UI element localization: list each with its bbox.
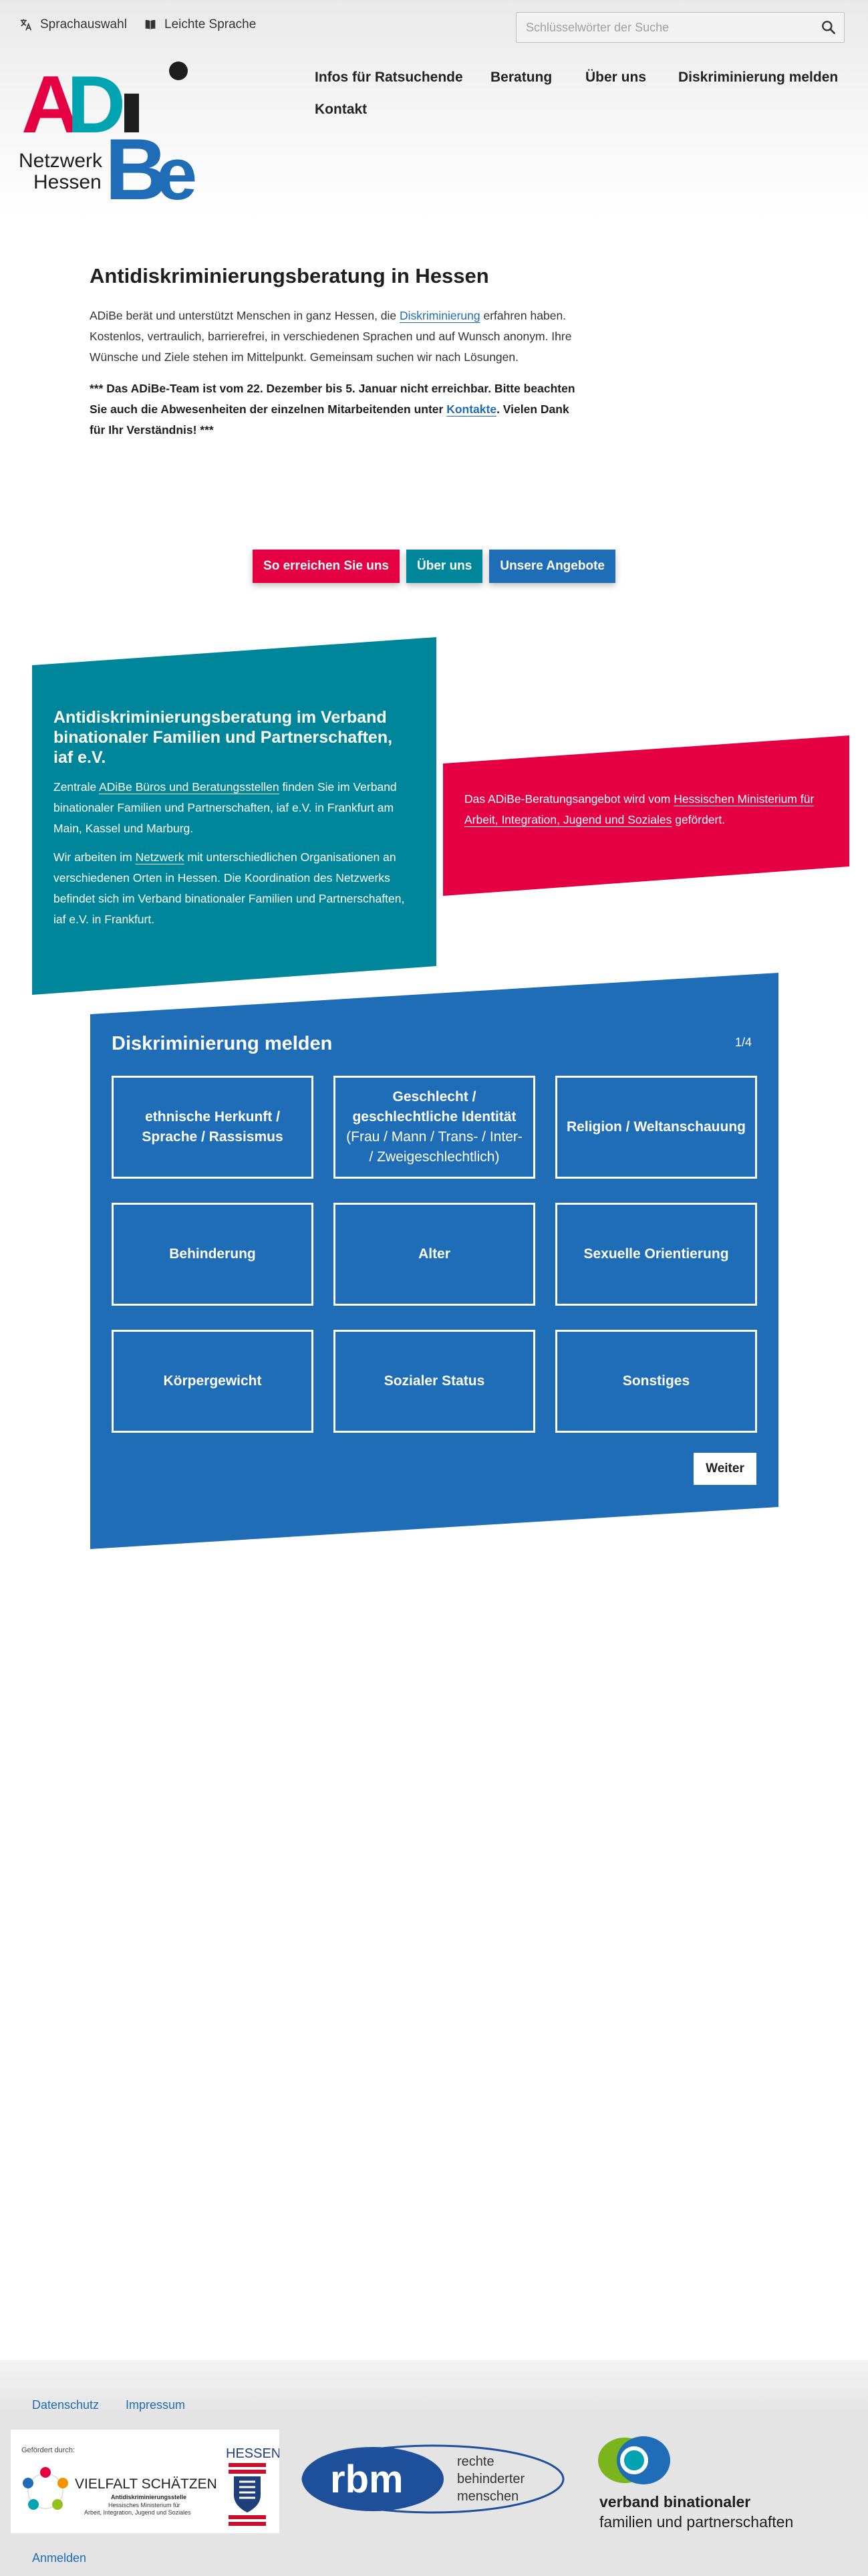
logo-letters-be: B	[105, 120, 162, 214]
reach-us-button[interactable]: So erreichen Sie uns	[253, 550, 400, 583]
quick-links	[0, 550, 868, 583]
category-grid	[112, 1076, 757, 1433]
category-ethnic-origin[interactable]	[112, 1076, 313, 1179]
teal-text-2: Wir arbeiten im	[53, 850, 136, 864]
category-social-status[interactable]	[333, 1330, 535, 1433]
language-selector[interactable]	[19, 17, 127, 32]
rbm-mark: rbm	[330, 2458, 404, 2501]
rbm-logo-graphic	[299, 2443, 573, 2516]
offers-button[interactable]: Unsere Angebote	[489, 550, 615, 583]
logo-subtitle-1: Netzwerk	[19, 150, 103, 172]
category-age[interactable]	[333, 1203, 535, 1306]
logo-letter-d: D	[67, 60, 122, 150]
notice-text-cont: . Vielen Dank für Ihr Verständnis! ***	[90, 402, 569, 437]
easy-language-label: Leichte Sprache	[164, 17, 257, 31]
about-us-button[interactable]: Über uns	[406, 550, 482, 583]
category-label: Sexuelle Orientierung	[583, 1246, 729, 1262]
diskriminierung-link[interactable]: Diskriminierung	[400, 309, 480, 322]
logo-dot	[169, 62, 188, 80]
category-label: Geschlecht / geschlechtliche Identität	[352, 1089, 517, 1125]
teal-text: Zentrale	[53, 780, 100, 794]
nav-item-ueber-uns[interactable]: Über uns	[585, 70, 647, 85]
vielfalt-schaetzen-logo[interactable]	[11, 2430, 279, 2533]
vbf-logo-graphic	[598, 2434, 852, 2531]
nav-item-beratung[interactable]: Beratung	[490, 70, 553, 85]
teal-panel-title: Antidiskriminierungsberatung im Verband binationaler Familien und Partnerschaften, iaf e.V.	[53, 708, 393, 767]
teal-text-2-cont: mit unterschiedlichen Organisationen an verschiedenen Orten in Hessen. Die Koordination des Netzwerks befindet sich im Verband binationaler Familien und Partnerschaften, iaf e.V. in Frankfurt.	[53, 850, 405, 926]
vbf-line-1: verband binationaler	[599, 2493, 751, 2510]
search-input[interactable]	[517, 13, 804, 42]
category-label: Sozialer Status	[384, 1373, 485, 1389]
hessen-label: HESSEN	[226, 2446, 279, 2461]
category-disability[interactable]	[112, 1203, 313, 1306]
vs-funded-label: Gefördert durch:	[21, 2446, 76, 2454]
login-link[interactable]: Anmelden	[32, 2551, 87, 2565]
kontakte-link[interactable]: Kontakte	[446, 402, 497, 416]
vs-ministry-1: Hessisches Ministerium für	[108, 2502, 180, 2508]
language-label: Sprachauswahl	[40, 17, 127, 31]
rbm-line-3: menschen	[457, 2489, 519, 2504]
book-icon	[143, 17, 158, 32]
category-label: Körpergewicht	[163, 1373, 262, 1389]
funding-text-cont: gefördert.	[672, 813, 726, 826]
teal-panel-paragraph-2	[53, 847, 414, 930]
intro-paragraph	[90, 306, 577, 368]
category-label: Religion / Weltanschauung	[567, 1119, 746, 1135]
category-religion[interactable]	[555, 1076, 757, 1179]
rbm-line-1: rechte	[457, 2454, 494, 2469]
vs-ministry-2: Arbeit, Integration, Jugend und Soziales	[84, 2509, 191, 2516]
ministry-link[interactable]: Hessischen Ministerium für Arbeit, Integration, Jugend und Soziales	[464, 792, 815, 826]
intro-text-cont: erfahren haben. Kostenlos, vertraulich, barrierefrei, in verschiedenen Sprachen und auf Wunsch anonym. Ihre Wünsche und Ziele stehen im Mittelpunkt. Gemeinsam suchen wir nach Lösungen.	[90, 309, 572, 364]
category-gender[interactable]	[333, 1076, 535, 1179]
logo-letter-e: e	[156, 133, 198, 214]
rbm-logo[interactable]	[299, 2443, 573, 2516]
adibe-logo[interactable]	[15, 60, 215, 214]
teal-panel-paragraph-1	[53, 777, 414, 839]
next-button[interactable]: Weiter	[694, 1453, 756, 1485]
funding-panel	[464, 789, 839, 830]
offices-link[interactable]: ADiBe Büros und Beratungsstellen	[99, 780, 279, 794]
holiday-notice	[90, 378, 577, 441]
category-label: Behinderung	[169, 1246, 256, 1262]
easy-language-link[interactable]	[143, 17, 256, 32]
search-field	[516, 12, 845, 43]
nav-item-kontakt[interactable]: Kontakt	[315, 102, 368, 117]
teal-text-cont: finden Sie im Verband binationaler Familien und Partnerschaften, iaf e.V. in Frankfurt am Main, Kassel und Marburg.	[53, 780, 397, 835]
report-title: Diskriminierung melden	[112, 1033, 333, 1054]
imprint-link[interactable]: Impressum	[126, 2398, 186, 2412]
category-label: ethnische Herkunft / Sprache / Rassismus	[142, 1109, 283, 1145]
teal-panel	[53, 707, 414, 938]
netzwerk-link[interactable]: Netzwerk	[135, 850, 184, 864]
report-step-indicator: 1/4	[735, 1036, 752, 1049]
category-sublabel: (Frau / Mann / Trans- / Inter- / Zweigeschlechtlich)	[346, 1129, 523, 1165]
category-sexual-orientation[interactable]	[555, 1203, 757, 1306]
site-header	[0, 0, 868, 221]
logo-letter-a: A	[21, 60, 77, 150]
privacy-link[interactable]: Datenschutz	[32, 2398, 100, 2412]
search-icon[interactable]	[820, 19, 837, 36]
translate-icon	[19, 17, 33, 32]
category-body-weight[interactable]	[112, 1330, 313, 1433]
vbf-line-2: familien und partnerschaften	[599, 2513, 794, 2531]
people-circle-icon	[23, 2467, 68, 2510]
rbm-line-2: behinderter	[457, 2472, 525, 2486]
vs-title: VIELFALT SCHÄTZEN	[75, 2476, 217, 2492]
nav-item-diskriminierung-melden[interactable]: Diskriminierung melden	[678, 70, 839, 85]
intro-text: ADiBe berät und unterstützt Menschen in ganz Hessen, die	[90, 309, 400, 322]
vs-subtitle: Antidiskriminierungsstelle	[111, 2494, 187, 2500]
logo-subtitle-2: Hessen	[33, 171, 102, 193]
hessen-crest-icon	[229, 2463, 266, 2526]
category-other[interactable]	[555, 1330, 757, 1433]
notice-text: *** Das ADiBe-Team ist vom 22. Dezember bis 5. Januar nicht erreichbar. Bitte beachten Sie auch die Abwesenheiten der einzelnen Mitarbeitenden unter	[90, 382, 575, 416]
intro-section	[90, 264, 577, 441]
page-title: Antidiskriminierungsberatung in Hessen	[90, 264, 489, 287]
category-label: Sonstiges	[622, 1373, 690, 1389]
category-label: Alter	[418, 1246, 450, 1262]
nav-item-infos[interactable]: Infos für Ratsuchende	[315, 70, 463, 85]
verband-binationaler-logo[interactable]	[598, 2434, 852, 2531]
vielfalt-logo-graphic	[11, 2430, 279, 2533]
funding-text: Das ADiBe-Beratungsangebot wird vom	[464, 792, 674, 806]
